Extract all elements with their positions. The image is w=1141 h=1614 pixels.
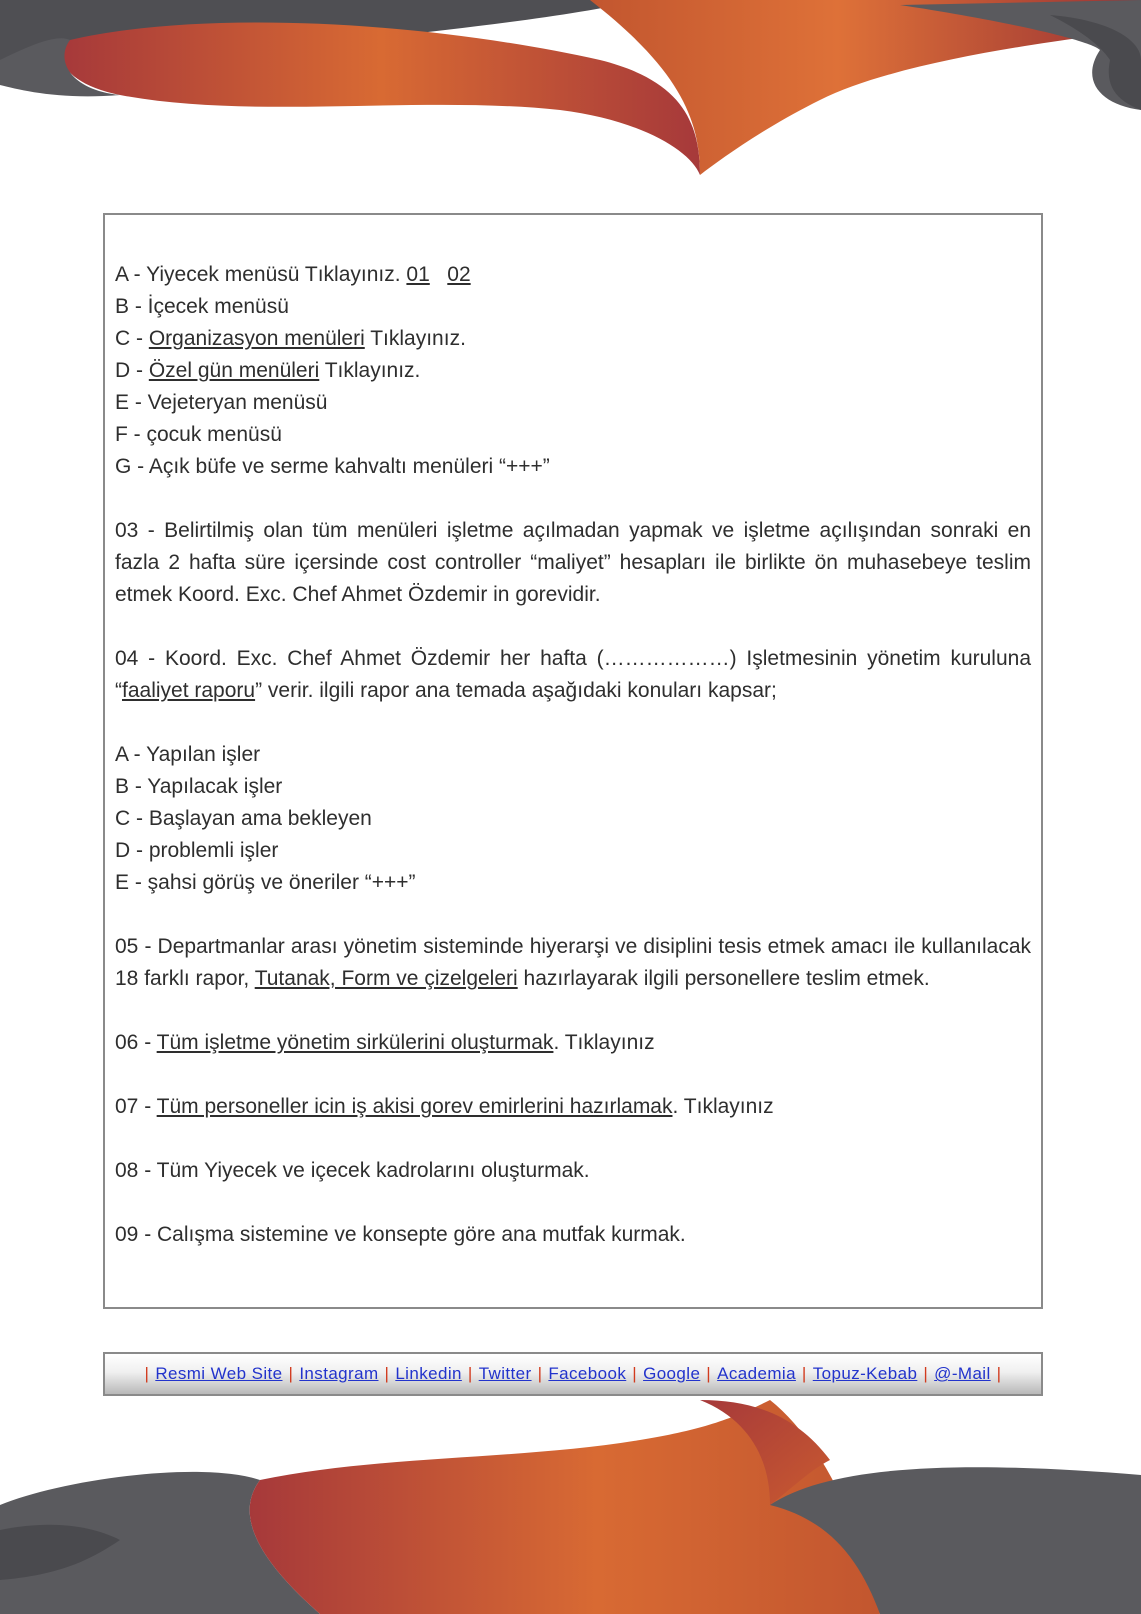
menu-item-a <box>115 259 1031 291</box>
link-separator: | <box>801 1364 807 1383</box>
link-separator: | <box>632 1364 638 1383</box>
bottom-ribbon-decoration <box>0 1400 1141 1614</box>
menu-item-e: E - Vejeteryan menüsü <box>115 391 328 414</box>
link-academia[interactable]: Academia <box>717 1364 796 1383</box>
footer-link-bar <box>103 1352 1043 1396</box>
menu-item-d <box>115 355 1031 387</box>
link-separator: | <box>384 1364 390 1383</box>
menu-item-d-suffix: Tıklayınız. <box>319 359 421 382</box>
link-twitter[interactable]: Twitter <box>478 1364 532 1383</box>
organizasyon-menuleri-link[interactable]: Organizasyon menüleri <box>148 327 365 350</box>
menu-item-a-text: A - Yiyecek menüsü Tıklayınız. <box>115 263 401 286</box>
gorev-emirleri-link[interactable]: Tüm personeller icin iş akisi gorev emirlerini hazırlamak <box>156 1095 673 1118</box>
item-05-text-1: 05 - Departmanlar arası yönetim sisteminde hiyerarşi ve disiplini tesis etmek amacı ile kullanılacak 18 farklı rapor, <box>115 935 1031 990</box>
item-04-paragraph <box>115 643 1031 707</box>
menu-link-01[interactable]: 01 <box>406 263 430 286</box>
link-resmi-web-site[interactable]: Resmi Web Site <box>155 1364 283 1383</box>
link-separator: | <box>706 1364 712 1383</box>
link-email[interactable]: @-Mail <box>934 1364 991 1383</box>
menu-link-02[interactable]: 02 <box>447 263 471 286</box>
item-04-text-2: ” verir. ilgili rapor ana temada aşağıdaki konuları kapsar; <box>255 679 777 702</box>
link-separator: | <box>537 1364 543 1383</box>
link-separator: | <box>288 1364 294 1383</box>
item-06-prefix: 06 - <box>115 1031 157 1054</box>
item-04-text-1: 04 - Koord. Exc. Chef Ahmet Özdemir her hafta (………………) Işletmesinin yönetim kuruluna “ <box>115 647 1031 702</box>
item-07 <box>115 1091 1031 1123</box>
link-separator: | <box>144 1364 150 1383</box>
link-separator: | <box>996 1364 1002 1383</box>
isletme-sirkuleri-link[interactable]: Tüm işletme yönetim sirkülerini oluşturmak <box>156 1031 554 1054</box>
menu-item-g: G - Açık büfe ve serme kahvaltı menüleri “+++” <box>115 455 550 478</box>
ozel-gun-menuleri-link[interactable]: Özel gün menüleri <box>148 359 320 382</box>
menu-item-c-prefix: C - <box>115 327 149 350</box>
link-separator: | <box>923 1364 929 1383</box>
menu-item-f: F - çocuk menüsü <box>115 423 282 446</box>
link-google[interactable]: Google <box>643 1364 701 1383</box>
link-separator: | <box>467 1364 473 1383</box>
link-linkedin[interactable]: Linkedin <box>395 1364 462 1383</box>
item-09: 09 - Calışma sistemine ve konsepte göre ana mutfak kurmak. <box>115 1223 686 1246</box>
report-item-c: C - Başlayan ama bekleyen <box>115 807 372 830</box>
item-08: 08 - Tüm Yiyecek ve içecek kadrolarını oluşturmak. <box>115 1159 590 1182</box>
report-item-e: E - şahsi görüş ve öneriler “+++” <box>115 871 416 894</box>
menu-item-c-suffix: Tıklayınız. <box>364 327 466 350</box>
content-box <box>103 213 1043 1309</box>
report-item-b: B - Yapılacak işler <box>115 775 283 798</box>
link-topuz-kebab[interactable]: Topuz-Kebab <box>812 1364 918 1383</box>
item-05-paragraph <box>115 931 1031 995</box>
faaliyet-raporu-link[interactable]: faaliyet raporu <box>122 679 256 702</box>
tutanak-form-cizelge-link[interactable]: Tutanak, Form ve çizelgeleri <box>254 967 518 990</box>
menu-item-c <box>115 323 1031 355</box>
item-07-prefix: 07 - <box>115 1095 157 1118</box>
item-06-suffix: . Tıklayınız <box>553 1031 655 1054</box>
report-item-a: A - Yapılan işler <box>115 743 261 766</box>
content-body <box>115 259 1031 1251</box>
report-item-d: D - problemli işler <box>115 839 279 862</box>
item-03-paragraph: 03 - Belirtilmiş olan tüm menüleri işletme açılmadan yapmak ve işletme açılışından sonraki en fazla 2 hafta süre içersinde cost controller “maliyet” hesapları ile birlikte ön muhasebeye teslim etmek Koord. Exc. Chef Ahmet Özdemir in gorevidir. <box>115 519 1031 606</box>
item-07-suffix: . Tıklayınız <box>672 1095 774 1118</box>
top-ribbon-decoration <box>0 0 1141 190</box>
link-facebook[interactable]: Facebook <box>548 1364 627 1383</box>
menu-item-b: B - İçecek menüsü <box>115 295 289 318</box>
link-instagram[interactable]: Instagram <box>299 1364 379 1383</box>
item-05-text-2: hazırlayarak ilgili personellere teslim etmek. <box>517 967 930 990</box>
item-06 <box>115 1027 1031 1059</box>
menu-item-d-prefix: D - <box>115 359 149 382</box>
